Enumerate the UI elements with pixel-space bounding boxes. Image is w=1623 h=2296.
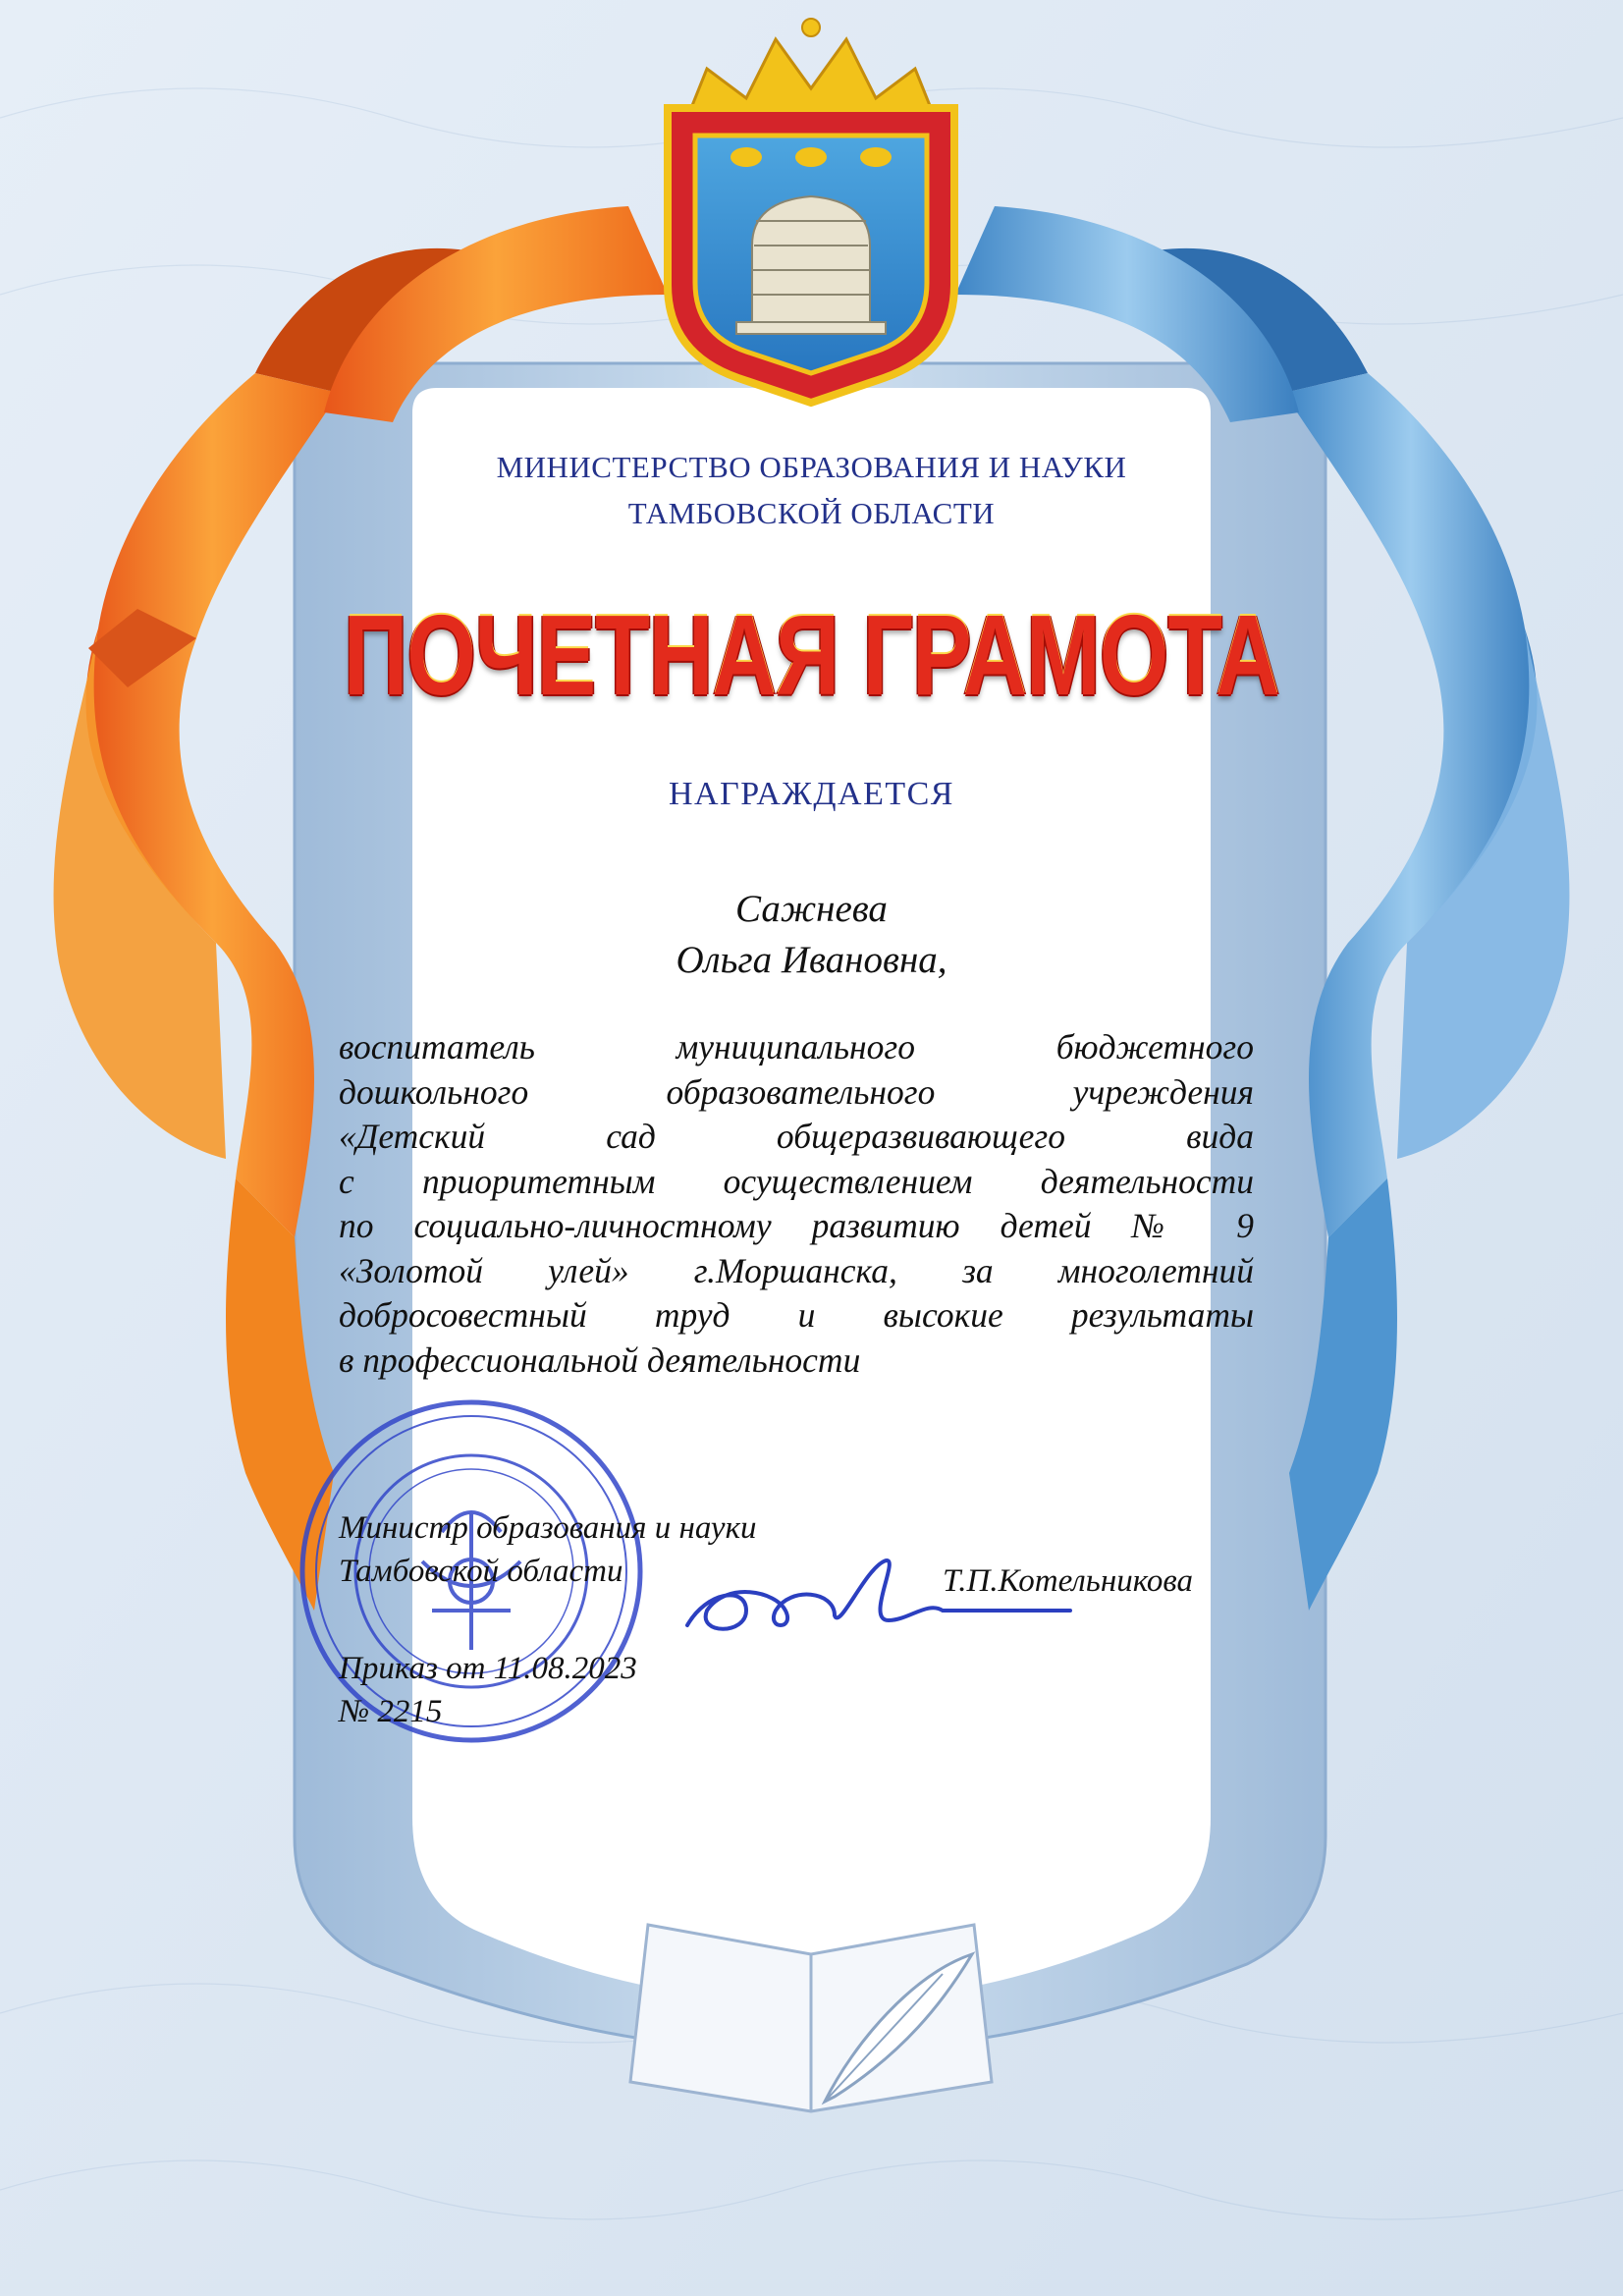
signatory-position-line-1: Министр образования и науки — [339, 1510, 757, 1546]
signatory-name: Т.П.Котельникова — [943, 1563, 1193, 1599]
reason-line: «Детский сад общеразвивающего вида — [339, 1117, 1254, 1156]
ministry-line-2: ТАМБОВСКОЙ ОБЛАСТИ — [627, 496, 996, 530]
reason-line: дошкольного образовательного учреждения — [339, 1071, 1254, 1112]
reason-line: по социально-личностному развитию детей № 9 — [339, 1206, 1254, 1245]
recipient-given-names: Ольга Ивановна, — [676, 939, 947, 981]
recipient-name — [0, 884, 1623, 986]
reason-line: в профессиональной деятельности — [339, 1339, 861, 1380]
reason-line: с приоритетным осуществлением деятельности — [339, 1161, 1254, 1201]
order-date: Приказ от 11.08.2023 — [339, 1651, 637, 1686]
reason-line: добросовестный труд и высокие результаты — [339, 1295, 1254, 1335]
order-reference — [339, 1647, 637, 1733]
award-reason — [339, 1025, 1254, 1383]
awarded-label: НАГРАЖДАЕТСЯ — [669, 776, 954, 812]
signatory-position — [339, 1506, 757, 1593]
certificate-title: ПОЧЕТНАЯ ГРАМОТА — [344, 591, 1279, 719]
ministry-line-1: МИНИСТЕРСТВО ОБРАЗОВАНИЯ И НАУКИ — [496, 450, 1127, 484]
signatory-position-line-2: Тамбовской области — [339, 1554, 623, 1589]
recipient-surname: Сажнева — [735, 888, 888, 930]
reason-line: воспитатель муниципального бюджетного — [339, 1027, 1254, 1066]
ministry-heading — [0, 444, 1623, 536]
order-number: № 2215 — [339, 1694, 443, 1729]
open-book-icon — [630, 1925, 992, 2111]
reason-line: «Золотой улей» г.Моршанска, за многолетний — [339, 1250, 1254, 1290]
